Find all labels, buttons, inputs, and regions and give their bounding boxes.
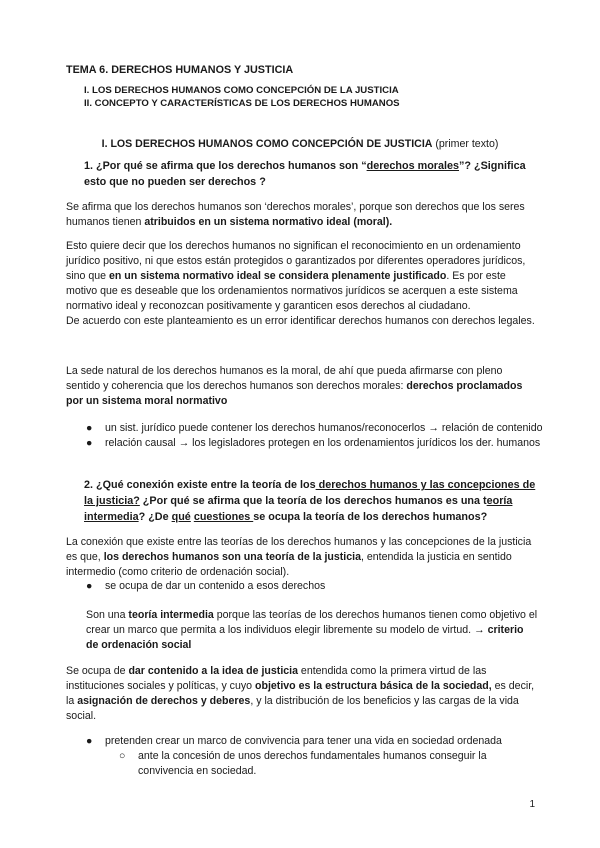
table-of-contents [84,85,400,110]
section-heading-title: I. LOS DERECHOS HUMANOS COMO CONCEPCIÓN DE JUSTICIA [101,138,433,150]
list-item: ○ ante la concesión de unos derechos fundamentales humanos conseguir la convivencia en sociedad. [119,750,487,777]
document-title: TEMA 6. DERECHOS HUMANOS Y JUSTICIA [66,64,294,76]
list-item: ● relación causal → los legisladores protegen en los ordenamientos jurídicos los der. humanos [86,437,541,449]
paragraph: La conexión que existe entre las teorías de los derechos humanos y las concepciones de la justicia es que, los derechos humanos son una teoría de la justicia, entendida la justicia en sentido intermedio (como criterio de ordenación social). [66,536,532,578]
toc-item: I. LOS DERECHOS HUMANOS COMO CONCEPCIÓN DE LA JUSTICIA [84,85,399,96]
bullet-list [86,579,546,594]
list-item: ● pretenden crear un marco de convivencia para tener una vida en sociedad ordenada [86,735,502,747]
list-item: ● un sist. jurídico puede contener los derechos humanos/reconocerlos → relación de contenido [86,422,543,434]
section-heading-note: (primer texto) [435,138,499,150]
page-number: 1 [529,799,535,810]
question-2: 2. ¿Qué conexión existe entre la teoría de los derechos humanos y las concepciones de la justicia? ¿Por qué se afirma que la teoría de los derechos humanos es una teoría intermedia? ¿De qué cuestiones se ocupa la teoría de los derechos humanos? [84,479,536,523]
section-heading [0,137,600,152]
list-item: ● se ocupa de dar un contenido a esos derechos [86,580,326,592]
bullet-list [86,734,556,749]
toc-item: II. CONCEPTO Y CARACTERÍSTICAS DE LOS DERECHOS HUMANOS [84,97,400,109]
paragraph: Esto quiere decir que los derechos humanos no significan el reconocimiento en un ordenamiento jurídico positivo, ni que estos están protegidos o garantizados por diferentes operadores jurídicos, sino que en un sistema normativo ideal se considera plenamente justificado. Es por este motivo que es deseable que los ordenamientos normativos jurídicos se acerquen a este sistema normativo ideal y reconozcan positivamente y garanticen esos derechos al ciudadano. De acuerdo con este planteamiento es un error identificar derechos humanos con derechos legales. [66,240,535,327]
sub-bullet-list [119,749,539,779]
paragraph: La sede natural de los derechos humanos es la moral, de ahí que pueda afirmarse con pleno sentido y coherencia que los derechos humanos son derechos morales: derechos proclamados por un sistema moral normativo [66,365,523,407]
bullet-list [86,421,556,451]
question-1: 1. ¿Por qué se afirma que los derechos humanos son “derechos morales”? ¿Significa esto que no pueden ser derechos ? [84,160,526,188]
paragraph: Son una teoría intermedia porque las teorías de los derechos humanos tienen como objetivo el crear un marco que permita a los individuos elegir libremente su modelo de virtud. → criterio de ordenación social [86,609,538,651]
paragraph: Se afirma que los derechos humanos son ‘derechos morales’, porque son derechos que los seres humanos tienen atribuidos en un sistema normativo ideal (moral). [66,201,525,228]
paragraph: Se ocupa de dar contenido a la idea de justicia entendida como la primera virtud de las instituciones sociales y políticas, y cuyo objetivo es la estructura básica de la sociedad, es decir, la asignación de derechos y deberes, y la distribución de los beneficios y las cargas de la vida social. [66,665,535,722]
